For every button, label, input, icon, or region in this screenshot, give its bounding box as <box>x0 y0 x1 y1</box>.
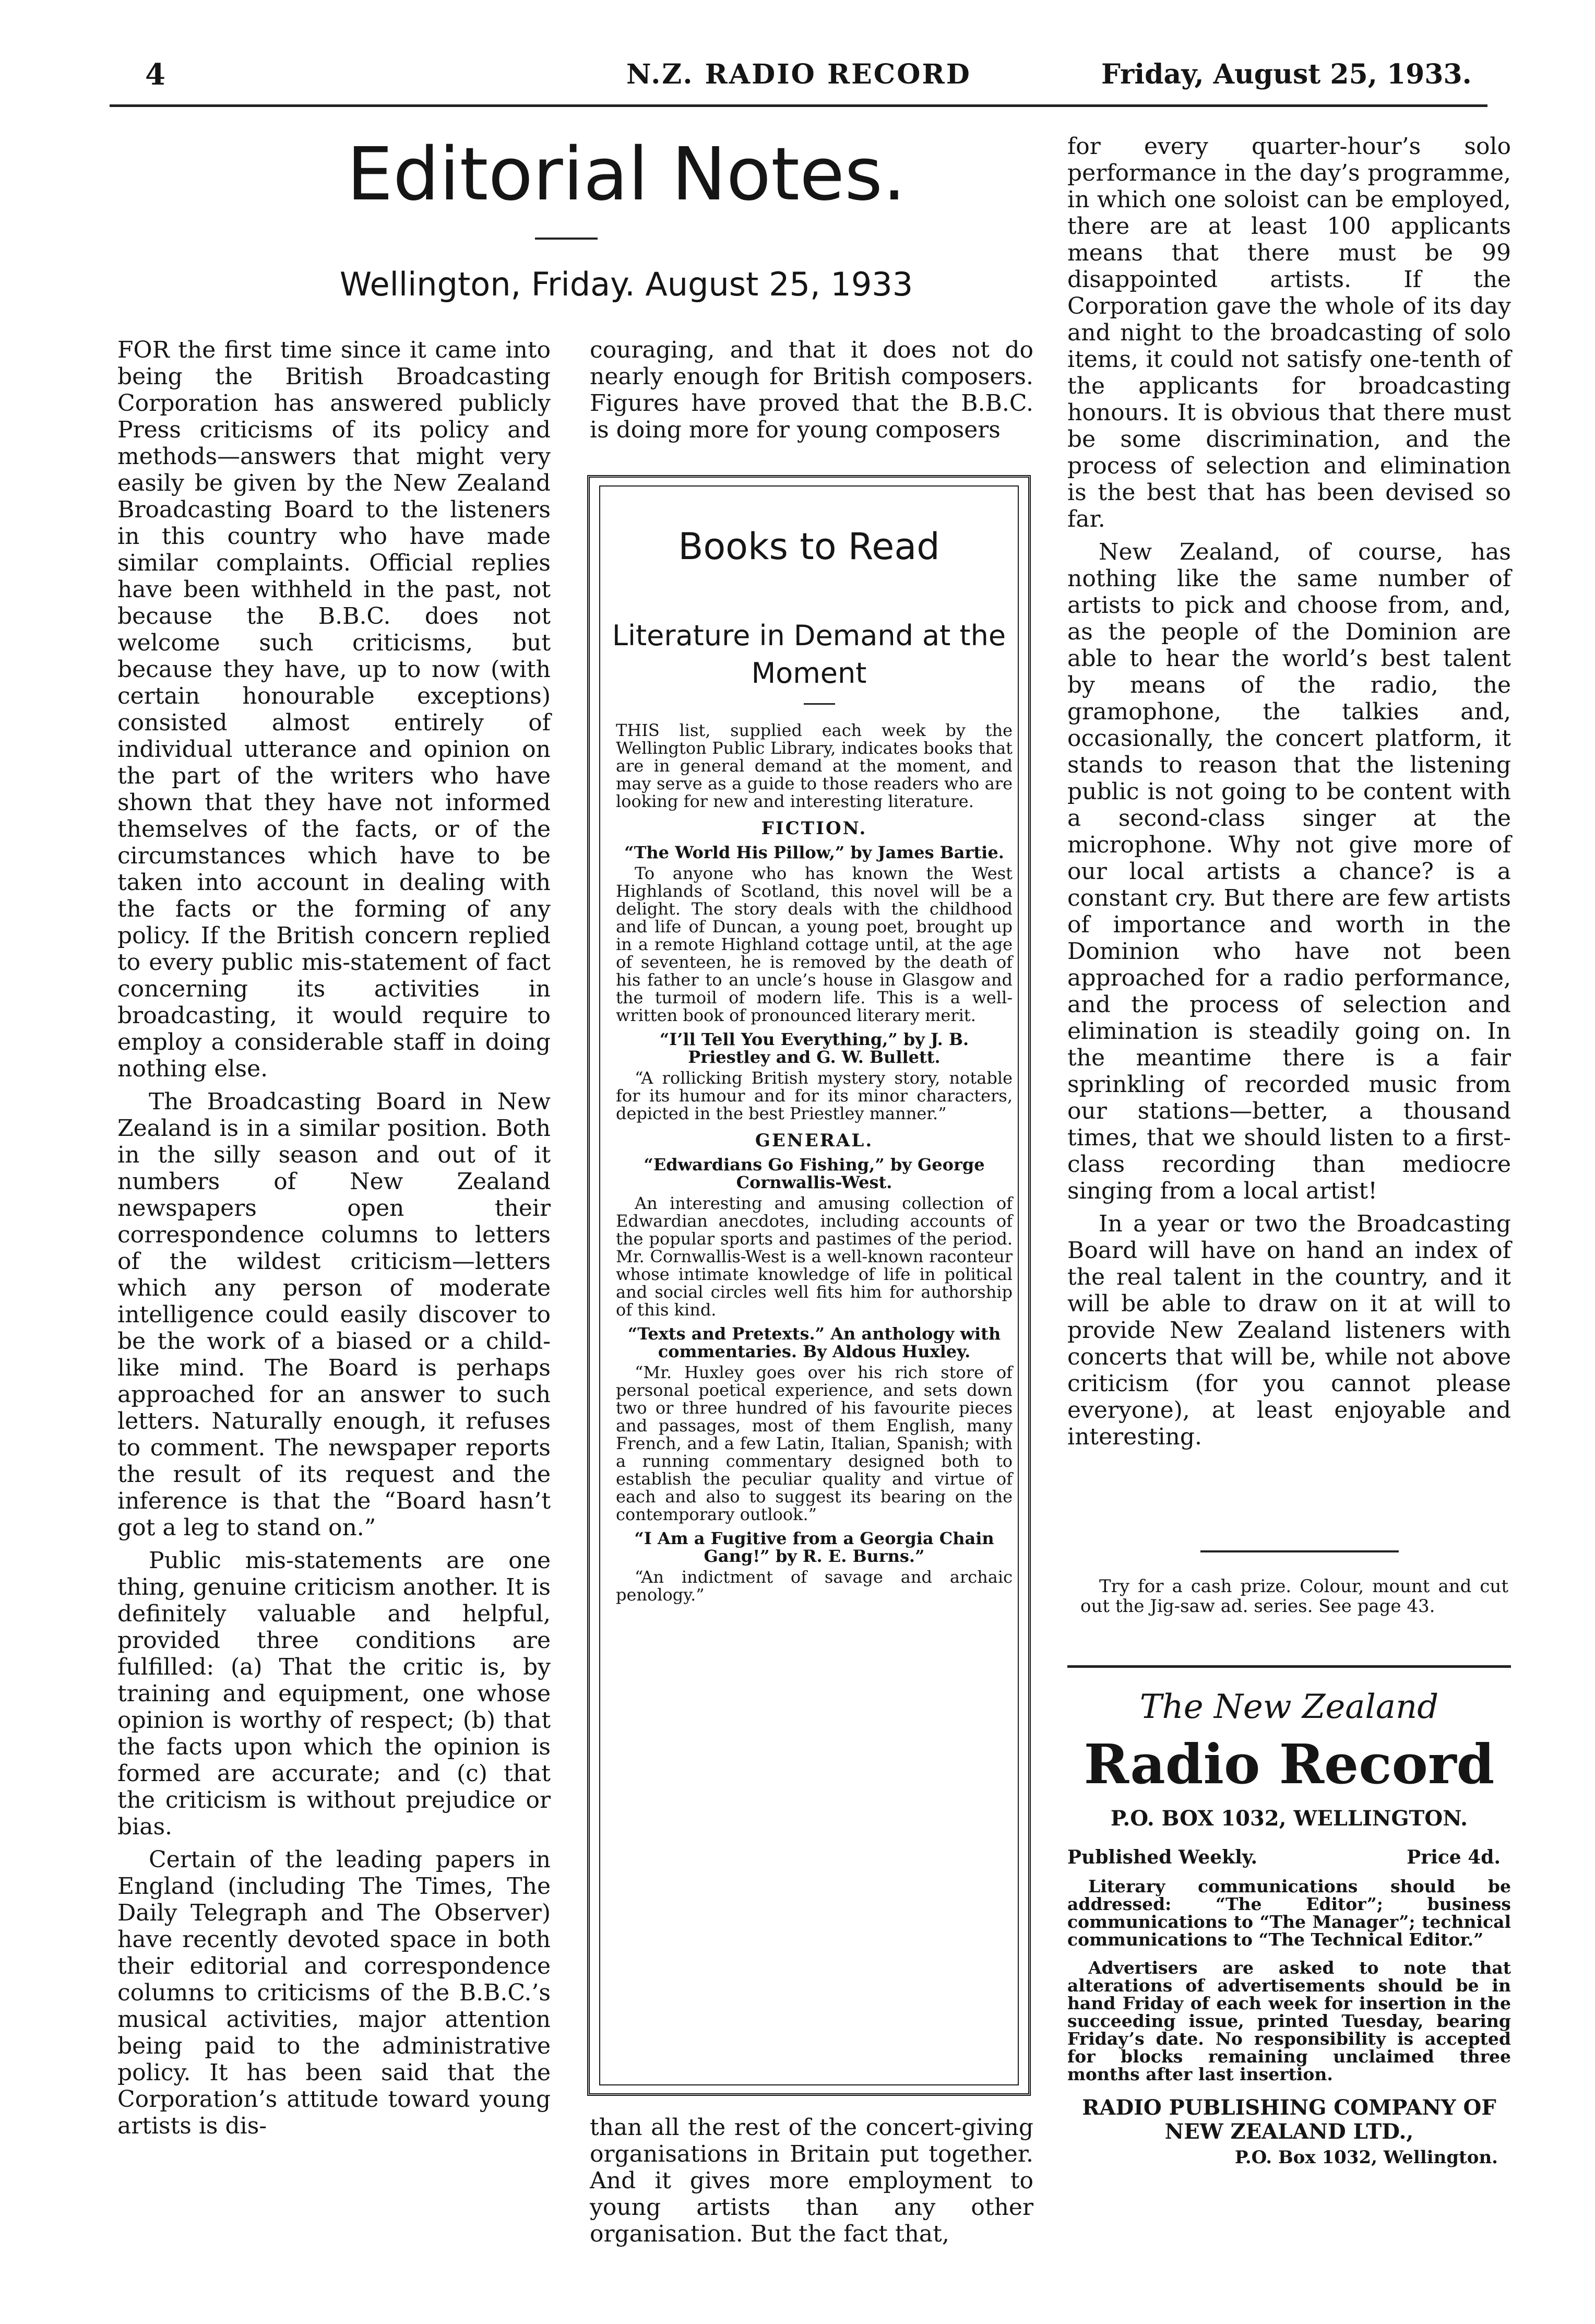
general-heading: GENERAL. <box>755 1130 874 1151</box>
book-title: “Texts and Pretexts.” An anthology with commentaries. By Aldous Huxley. <box>627 1324 1001 1361</box>
book-title: “Edwardians Go Fishing,” by George Cornwallis-West. <box>644 1155 985 1192</box>
books-body <box>616 721 1013 1607</box>
masthead-logo: Radio Record <box>1084 1732 1495 1796</box>
fiction-heading: FICTION. <box>761 818 867 839</box>
editorial-dateline: Wellington, Friday. August 25, 1933 <box>339 265 913 303</box>
masthead-address: P.O. BOX 1032, WELLINGTON. <box>1110 1806 1468 1831</box>
column-1 <box>117 337 551 2145</box>
box-inner-border <box>599 485 1019 2085</box>
paragraph-3: Public mis-statements are one thing, genuine criticism another. It is definitely valuable and helpful, provided three conditions are fulfilled: (a) That the critic is, by training and equipment, one whose opinion is worthy of respect; (b) that the facts upon which the opinion is formed are accurate; and (c) that the criticism is without prejudice or bias. <box>117 1547 551 1840</box>
communications-note: Literary communications should be addressed: “The Editor”; business communications to “The Manager”; technical communications to “The Technical Editor.” <box>1067 1876 1511 1950</box>
published-weekly: Published Weekly. <box>1067 1846 1258 1868</box>
page-number: 4 <box>145 57 165 92</box>
advertisers-note: Advertisers are asked to note that alterations of advertisements should be in hand Friday of each week for insertion in the succeeding issue, printed Tuesday, bearing Friday’s date. No responsibility is accepted for blocks remaining unclaimed three months after last insertion. <box>1067 1958 1511 2084</box>
company-line-2: NEW ZEALAND LTD., <box>1164 2119 1414 2144</box>
books-to-read-box <box>587 475 1031 2096</box>
paragraph-col3-2: New Zealand, of course, has nothing like the same number of artists to pick and choose from, and, as the people of the Dominion are able to hear the world’s best talent by means of the radio, the gramophone, the talkies and, occasionally, the concert platform, it stands to reason that the listening public is not going to be content with a second-class singer at the microphone. Why not give more of our local artists a chance? is a constant cry. But there are few artists of importance and worth in the Dominion who have not been approached for a radio performance, and the process of selection and elimination is steadily going on. In the meantime there is a fair sprinkling of recorded music from our stations—better, a thousand times, that we should listen to a first-class recording than mediocre singing from a local artist! <box>1067 539 1511 1204</box>
title-rule <box>535 238 598 240</box>
books-subtitle: Literature in Demand at the Moment <box>612 619 1006 690</box>
publication-name: N.Z. RADIO RECORD <box>626 58 971 90</box>
book-title: “I’ll Tell You Everything,” by J. B. Priestley and G. W. Bullett. <box>659 1029 969 1067</box>
masthead-line: The New Zealand <box>1139 1688 1439 1726</box>
jigsaw-promo: Try for a cash prize. Colour, mount and cut out the Jig-saw ad. series. See page 43. <box>1080 1576 1508 1617</box>
book-review: “A rollicking British mystery story, notable for its humour and for its minor characters, depicted in the best Priestley manner.” <box>616 1068 1013 1123</box>
masthead <box>1067 1686 1511 2168</box>
paragraph-continued: couraging, and that it does not do nearly enough for British composers. Figures have proved that the B.B.C. is doing more for young composers <box>590 337 1033 443</box>
paragraph-col3-3: In a year or two the Broadcasting Board will have on hand an index of the real talent in the country, and it will be able to draw on it at will to provide New Zealand listeners with concerts that will be, while not above criticism (for you cannot please everyone), at least enjoyable and interesting. <box>1067 1211 1511 1450</box>
masthead-rule <box>1067 1665 1511 1668</box>
book-review: “An indictment of savage and archaic penology.” <box>616 1567 1013 1605</box>
issue-date: Friday, August 25, 1933. <box>1101 58 1472 90</box>
column-2-bottom <box>590 2114 1033 2254</box>
paragraph-4: Certain of the leading papers in England (including The Times, The Daily Telegraph and The Observer) have recently devoted space in both their editorial and correspondence columns to criticisms of the B.B.C.’s musical activities, major attention being paid to the administrative policy. It has been said that the Corporation’s attitude toward young artists is dis- <box>117 1846 551 2139</box>
company-name <box>1067 2096 1511 2144</box>
paragraph-continued-2: than all the rest of the concert-giving organisations in Britain put together. And it gives more employment to young artists than any other organisation. But the fact that, <box>590 2114 1033 2247</box>
editorial-title: Editorial Notes. <box>347 132 906 217</box>
book-review: To anyone who has known the West Highlands of Scotland, this novel will be a delight. The story deals with the childhood and life of Duncan, a young poet, brought up in a remote Highland cottage until, at the age of seventeen, he is removed by the death of his father to an uncle’s house in Glasgow and the turmoil of modern life. This is a well-written book of pronounced literary merit. <box>616 863 1013 1025</box>
publication-info <box>1067 1846 1511 1867</box>
column-2-top <box>590 337 1033 449</box>
paragraph-col3-1: for every quarter-hour’s solo performance in the day’s programme, in which one soloist can be employed, there are at least 100 applicants means that there must be 99 disappointed artists. If the Corporation gave the whole of its day and night to the broadcasting of solo items, it could not satisfy one-tenth of the applicants for broadcasting honours. It is obvious that there must be some discrimination, and the process of selection and elimination is the best that has been devised so far. <box>1067 133 1511 532</box>
books-title: Books to Read <box>678 525 940 568</box>
running-head <box>0 0 1595 112</box>
header-rule <box>110 104 1487 107</box>
paragraph-1: FOR the first time since it came into being the British Broadcasting Corporation has answered publicly Press criticisms of its policy and methods—answers that might very easily be given by the New Zealand Broadcasting Board to the listeners in this country who have made similar complaints. Official replies have been withheld in the past, not because the B.B.C. does not welcome such criticisms, but because they have, up to now (with certain honourable exceptions) consisted almost entirely of individual utterance and opinion on the part of the writers who have shown that they have not informed themselves of the facts, or of the circumstances which have to be taken into account in dealing with the facts or the forming of any policy. If the British concern replied to every public mis-statement of fact concerning its activities in broadcasting, it would require to employ a considerable staff in doing nothing else. <box>117 337 551 1082</box>
book-review: An interesting and amusing collection of Edwardian anecdotes, including accounts of the popular sports and pastimes of the period. Mr. Cornwallis-West is a well-known raconteur whose intimate knowledge of life in political and social circles well fits him for authorship of this kind. <box>616 1193 1013 1320</box>
book-review: “Mr. Huxley goes over his rich store of personal poetical experience, and sets down two or three hundred of his favourite pieces and passages, most of them English, many French, and a few Latin, Italian, Spanish; with a running commentary designed both to establish the peculiar quality and virtue of each and also to suggest its bearing on the contemporary outlook.” <box>616 1362 1013 1524</box>
price: Price 4d. <box>1407 1846 1501 1868</box>
company-line-1: RADIO PUBLISHING COMPANY OF <box>1082 2095 1496 2120</box>
column-3 <box>1067 133 1511 1456</box>
company-po-box: P.O. Box 1032, Wellington. <box>1234 2147 1498 2168</box>
book-title: “I Am a Fugitive from a Georgia Chain Gang!” by R. E. Burns.” <box>634 1528 994 1566</box>
separator-rule <box>1200 1550 1399 1552</box>
paragraph-2: The Broadcasting Board in New Zealand is in a similar position. Both in the silly season and out of it numbers of New Zealand newspapers open their correspondence columns to letters of the wildest criticism—letters which any person of moderate intelligence could easily discover to be the work of a biased or a child-like mind. The Board is perhaps approached for an answer to such letters. Naturally enough, it refuses to comment. The newspaper reports the result of its request and the inference is that the “Board hasn’t got a leg to stand on.” <box>117 1088 551 1541</box>
book-title: “The World His Pillow,” by James Bartie. <box>624 843 1004 862</box>
books-intro: THIS list, supplied each week by the Wellington Public Library, indicates books that are in general demand at the moment, and may serve as a guide to those readers who are looking for new and interesting literature. <box>616 720 1013 811</box>
books-rule <box>804 703 835 705</box>
